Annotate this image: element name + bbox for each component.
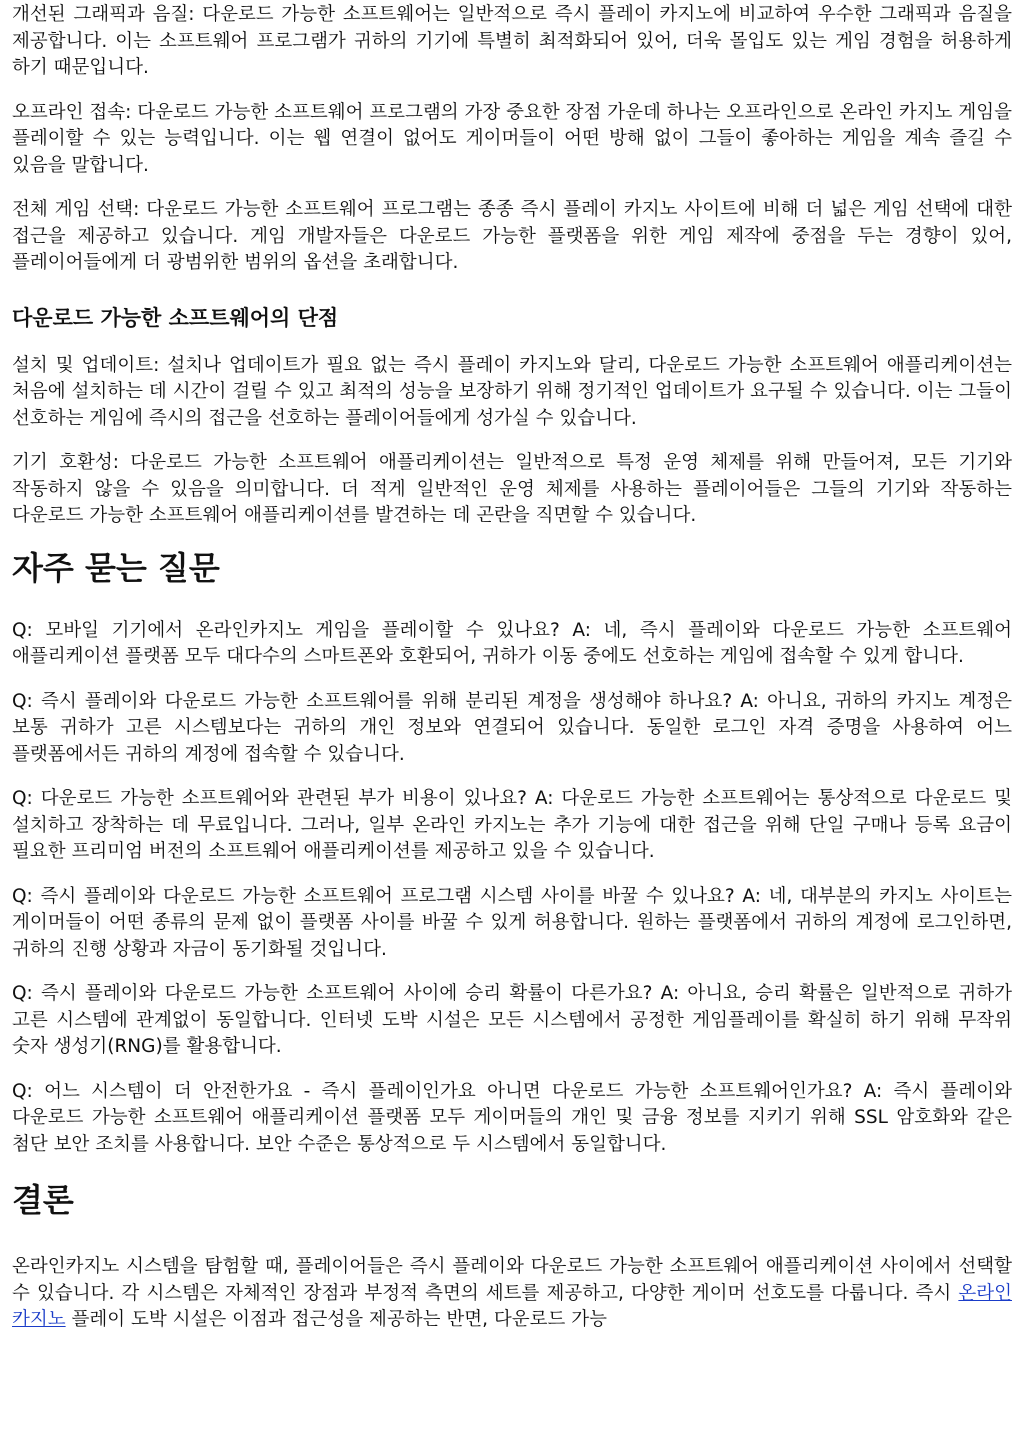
faq-item: Q: 모바일 기기에서 온라인카지노 게임을 플레이할 수 있나요? A: 네, 즉시 플레이와 다운로드 가능한 소프트웨어 애플리케이션 플랫폼 모두 대다수의 스마트폰와 호환되어, 귀하가 이동 중에도 선호하는 게임에 접속할 수 있게 합니다. bbox=[12, 619, 1012, 667]
conclusion-heading: 결론 bbox=[12, 1181, 74, 1219]
faq-item: Q: 어느 시스템이 더 안전한가요 - 즉시 플레이인가요 아니면 다운로드 가능한 소프트웨어인가요? A: 즉시 플레이와 다운로드 가능한 소프트웨어 애플리케이션 플랫폼 모두 게이머들의 개인 및 금융 정보를 지키기 위해 SSL 암호화와 같은 첨단 보안 조치를 사용합니다. 보안 수준은 통상적으로 두 시스템에서 동일합니다. bbox=[12, 1080, 1012, 1155]
conclusion-text-before: 온라인카지노 시스템을 탐험할 때, 플레이어들은 즉시 플레이와 다운로드 가능한 소프트웨어 애플리케이션 사이에서 선택할 수 있습니다. 각 시스템은 자체적인 장점과 부정적 측면의 세트를 제공하고, 다양한 게이머 선호도를 다룹니다. 즉시 bbox=[12, 1256, 1012, 1304]
pros-paragraph-offline: 오프라인 접속: 다운로드 가능한 소프트웨어 프로그램의 가장 중요한 장점 가운데 하나는 오프라인으로 온라인 카지노 게임을 플레이할 수 있는 능력입니다. 이는 웹 연결이 없어도 게이머들이 어떤 방해 없이 그들이 좋아하는 게임을 계속 즐길 수 있음을 말합니다. bbox=[12, 101, 1012, 176]
document-page bbox=[0, 2, 1024, 1334]
pros-paragraph-selection: 전체 게임 선택: 다운로드 가능한 소프트웨어 프로그램는 종종 즉시 플레이 카지노 사이트에 비해 더 넓은 게임 선택에 대한 접근을 제공하고 있습니다. 게임 개발자들은 다운로드 가능한 플랫폼을 위한 게임 제작에 중점을 두는 경향이 있어, 플레이어들에게 더 광범위한 범위의 옵션을 초래합니다. bbox=[12, 199, 1012, 273]
faq-item: Q: 즉시 플레이와 다운로드 가능한 소프트웨어 사이에 승리 확률이 다른가요? A: 아니요, 승리 확률은 일반적으로 귀하가 고른 시스템에 관계없이 동일합니다. 인터넷 도박 시설은 모든 시스템에서 공정한 게임플레이를 확실히 하기 위해 무작위 숫자 생성기(RNG)를 활용합니다. bbox=[12, 983, 1012, 1057]
pros-paragraph-graphics: 개선된 그래픽과 음질: 다운로드 가능한 소프트웨어는 일반적으로 즉시 플레이 카지노에 비교하여 우수한 그래픽과 음질을 제공합니다. 이는 소프트웨어 프로그램가 귀하의 기기에 특별히 최적화되어 있어, 더욱 몰입도 있는 게임 경험을 허용하게 하기 때문입니다. bbox=[12, 4, 1012, 78]
conclusion-text-after: 플레이 도박 시설은 이점과 접근성을 제공하는 반면, 다운로드 가능 bbox=[65, 1309, 607, 1330]
faq-item: Q: 다운로드 가능한 소프트웨어와 관련된 부가 비용이 있나요? A: 다운로드 가능한 소프트웨어는 통상적으로 다운로드 및 설치하고 장착하는 데 무료입니다. 그러나, 일부 온라인 카지노는 추가 기능에 대한 접근을 위해 단일 구매나 등록 요금이 필요한 프리미엄 버전의 소프트웨어 애플리케이션를 제공하고 있을 수 있습니다. bbox=[12, 788, 1012, 862]
faq-item: Q: 즉시 플레이와 다운로드 가능한 소프트웨어 프로그램 시스템 사이를 바꿀 수 있나요? A: 네, 대부분의 카지노 사이트는 게이머들이 어떤 종류의 문제 없이 플랫폼 사이를 바꿀 수 있게 허용합니다. 원하는 플랫폼에서 귀하의 계정에 로그인하면, 귀하의 진행 상황과 자금이 동기화될 것입니다. bbox=[12, 885, 1012, 960]
faq-heading: 자주 묻는 질문 bbox=[12, 548, 220, 587]
cons-paragraph-install: 설치 및 업데이트: 설치나 업데이트가 필요 없는 즉시 플레이 카지노와 달리, 다운로드 가능한 소프트웨어 애플리케이션는 처음에 설치하는 데 시간이 걸릴 수 있고 최적의 성능을 보장하기 위해 정기적인 업데이트가 요구될 수 있습니다. 이는 그들이 선호하는 게임에 즉시의 접근을 선호하는 플레이어들에게 성가실 수 있습니다. bbox=[12, 354, 1012, 429]
cons-heading: 다운로드 가능한 소프트웨어의 단점 bbox=[12, 305, 339, 330]
conclusion-paragraph bbox=[12, 1254, 1012, 1334]
faq-item: Q: 즉시 플레이와 다운로드 가능한 소프트웨어를 위해 분리된 계정을 생성해야 하나요? A: 아니요, 귀하의 카지노 계정은 보통 귀하가 고른 시스템보다는 귀하의 개인 정보와 연결되어 있습니다. 동일한 로그인 자격 증명을 사용하여 어느 플랫폼에서든 귀하의 계정에 접속할 수 있습니다. bbox=[12, 690, 1012, 765]
cons-paragraph-compat: 기기 호환성: 다운로드 가능한 소프트웨어 애플리케이션는 일반적으로 특정 운영 체제를 위해 만들어져, 모든 기기와 작동하지 않을 수 있음을 의미합니다. 더 적게 일반적인 운영 체제를 사용하는 플레이어들은 그들의 기기와 작동하는 다운로드 가능한 소프트웨어 애플리케이션를 발견하는 데 곤란을 직면할 수 있습니다. bbox=[12, 452, 1012, 526]
online-casino-link[interactable]: 온라인 카지노 bbox=[12, 1282, 1012, 1330]
